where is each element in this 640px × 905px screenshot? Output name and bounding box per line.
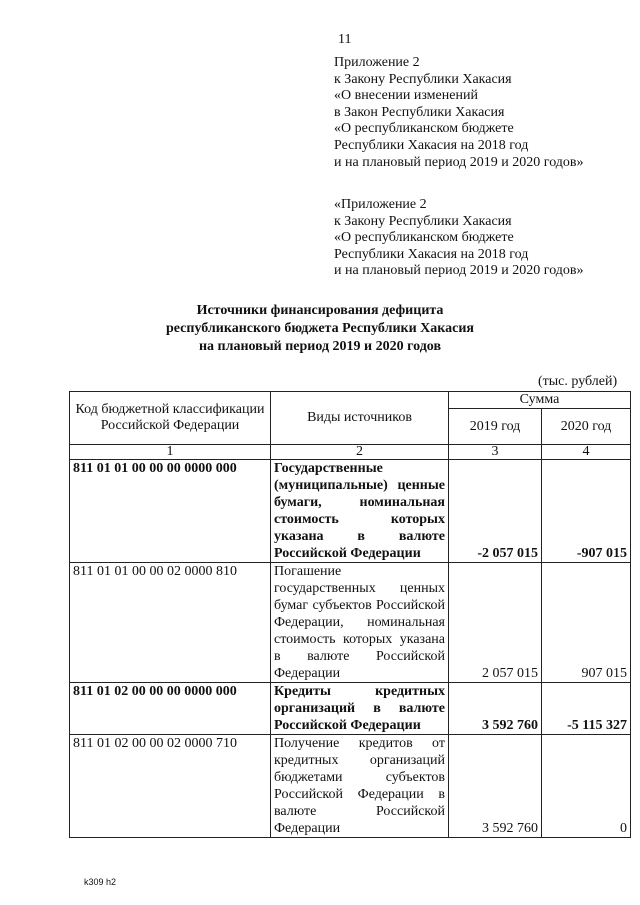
header-year-2020: 2020 год xyxy=(542,409,631,445)
table-row xyxy=(70,563,631,683)
column-number: 1 xyxy=(70,445,271,460)
appendix-line: и на плановый период 2019 и 2020 годов» xyxy=(334,154,584,170)
appendix-line: Приложение 2 xyxy=(334,55,420,70)
appendix-line: «О республиканском бюджете xyxy=(334,121,514,137)
row-amount-2019: 2 057 015 xyxy=(449,563,542,683)
financing-sources-table xyxy=(69,391,631,838)
row-code: 811 01 02 00 00 02 0000 710 xyxy=(70,735,271,838)
appendix-current-heading xyxy=(334,55,584,171)
row-name: Погашение государственных ценных бумаг субъектов Российской Федерации, номинальная стоимость которых указана в валюте Российской Федерации xyxy=(271,563,449,683)
appendix-line: «Приложение 2 xyxy=(334,197,427,212)
row-amount-2020: 0 xyxy=(542,735,631,838)
title-line: на плановый период 2019 и 2020 годов xyxy=(198,339,442,354)
page-number: 11 xyxy=(338,32,352,47)
document-title xyxy=(0,302,640,356)
header-year-2019: 2019 год xyxy=(449,409,542,445)
appendix-line: и на плановый период 2019 и 2020 годов» xyxy=(334,263,584,279)
appendix-line: «О республиканском бюджете xyxy=(334,230,514,246)
appendix-line: Республики Хакасия на 2018 год xyxy=(334,246,529,262)
row-amount-2020: 907 015 xyxy=(542,563,631,683)
table-row xyxy=(70,460,631,563)
header-code: Код бюджетной классификации Российской Федерации xyxy=(70,392,271,445)
row-amount-2019: 3 592 760 xyxy=(449,735,542,838)
table-header-row xyxy=(70,392,631,409)
row-name: Государственные (муниципальные) ценные бумаги, номинальная стоимость которых указана в валюте Российской Федерации xyxy=(271,460,449,563)
row-code: 811 01 01 00 00 02 0000 810 xyxy=(70,563,271,683)
appendix-line: к Закону Республики Хакасия xyxy=(334,213,512,229)
row-amount-2020: -907 015 xyxy=(542,460,631,563)
appendix-original-heading xyxy=(334,197,584,280)
row-code: 811 01 01 00 00 00 0000 000 xyxy=(70,460,271,563)
header-sources: Виды источников xyxy=(271,392,449,445)
footer-mark: k309 h2 xyxy=(84,877,117,887)
row-amount-2019: 3 592 760 xyxy=(449,683,542,735)
appendix-line: «О внесении изменений xyxy=(334,88,478,104)
table-row xyxy=(70,735,631,838)
column-number: 2 xyxy=(271,445,449,460)
row-amount-2020: -5 115 327 xyxy=(542,683,631,735)
row-name: Кредиты кредитных организаций в валюте Российской Федерации xyxy=(271,683,449,735)
row-code: 811 01 02 00 00 00 0000 000 xyxy=(70,683,271,735)
table-row xyxy=(70,683,631,735)
title-line: республиканского бюджета Республики Хакасия xyxy=(166,321,474,336)
units-note: (тыс. рублей) xyxy=(538,374,618,389)
appendix-line: Республики Хакасия на 2018 год xyxy=(334,137,529,153)
appendix-line: в Закон Республики Хакасия xyxy=(334,104,505,120)
column-numbers-row xyxy=(70,445,631,460)
header-sum: Сумма xyxy=(449,392,631,409)
title-line: Источники финансирования дефицита xyxy=(196,303,444,318)
column-number: 4 xyxy=(542,445,631,460)
column-number: 3 xyxy=(449,445,542,460)
appendix-line: к Закону Республики Хакасия xyxy=(334,71,512,87)
row-name: Получение кредитов от кредитных организаций бюджетами субъектов Российской Федерации в валюте Российской Федерации xyxy=(271,735,449,838)
row-amount-2019: -2 057 015 xyxy=(449,460,542,563)
